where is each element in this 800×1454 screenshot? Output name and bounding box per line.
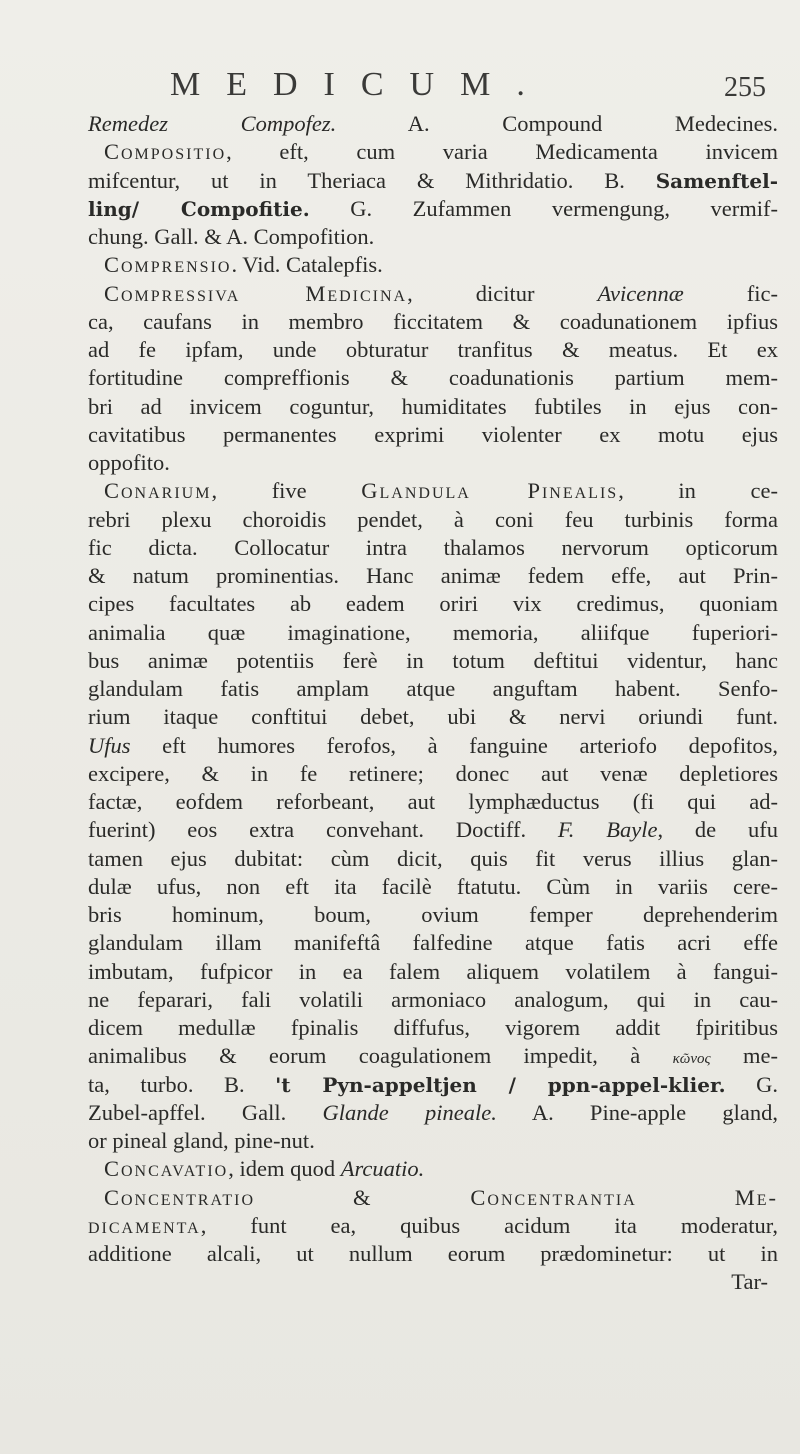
text-line: excipere, & in fe retinere; donec aut venæ depletiores (88, 760, 778, 786)
text-line: dulæ ufus, non eft ita facilè ftatutu. Cùm in variis cere- (88, 873, 778, 899)
text-line: ad fe ipfam, unde obturatur tranfitus & meatus. Et ex (88, 337, 778, 362)
headword: Compressiva Medicina (104, 280, 408, 306)
text-line: glandulam fatis amplam atque anguftam habent. Senfo- (88, 676, 778, 701)
headword: Concavatio (104, 1156, 229, 1182)
text-line: bus animæ potentiis ferè in totum deftitui videntur, hanc (88, 647, 778, 673)
text-line: factæ, eofdem reforbeant, aut lymphæductus (fi qui ad- (88, 789, 778, 814)
entry-conarium: Conarium, five Glandula Pinealis, in ce- (104, 478, 778, 504)
text-line: fuerint) eos extra convehant. Doctiff. F. Bayle, de ufu (88, 817, 778, 843)
text-line: additione alcali, ut nullum eorum prædominetur: ut in (88, 1241, 778, 1266)
text-line: imbutam, fufpicor in ea falem aliquem volatilem à fangui- (88, 958, 778, 984)
headword: Compositio (104, 139, 227, 165)
text-line: ling/ Compofitie. G. Zufammen vermengung, vermif- (88, 195, 779, 221)
entry-concavatio: Concavatio, idem quod Arcuatio. (104, 1156, 425, 1182)
entry-concentratio (88, 1184, 778, 1212)
text-line: Remedez Compofez. A. Compound Medecines. (88, 111, 778, 136)
text-line: bris hominum, boum, ovium femper deprehenderim (88, 902, 778, 927)
text-line: glandulam illam manifeftâ falfedine atque fatis acri effe (88, 930, 778, 956)
text-line: ne feparari, fali volatili armoniaco analogum, qui in cau- (88, 986, 778, 1012)
text-line: animalibus & eorum coagulationem impedit, à κῶνος me- (88, 1043, 778, 1069)
text-line: rebri plexu choroidis pendet, à coni feu turbinis forma (88, 506, 778, 532)
greek-word: κῶνος (672, 1051, 711, 1068)
text-line: dicamenta, funt ea, quibus acidum ita moderatur, (88, 1212, 778, 1238)
text-line: ca, caufans in membro ficcitatem & coadunationem ipfius (88, 308, 778, 334)
page-text (88, 110, 778, 1297)
headword: Conarium (104, 478, 212, 504)
text-line: ta, turbo. B. 't Pyn-appeltjen / ppn-appel-klier. G. (88, 1071, 778, 1097)
text-line: & natum prominentias. Hanc animæ fedem effe, aut Prin- (88, 563, 778, 588)
headword: Comprensio (104, 252, 232, 278)
text-line: fic dicta. Collocatur intra thalamos nervorum opticorum (88, 534, 778, 560)
text-line: cavitatibus permanentes exprimi violenter ex motu ejus (88, 421, 778, 447)
text-line: chung. Gall. & A. Compofition. (88, 224, 375, 249)
text-line: oppofito. (88, 450, 170, 475)
page-number: 255 (724, 72, 766, 103)
text-line: bri ad invicem coguntur, humiditates fubtiles in ejus con- (88, 393, 778, 419)
catchword: Tar- (731, 1269, 768, 1295)
text-line: Ufus eft humores ferofos, à fanguine arteriofo depofitos, (88, 732, 778, 758)
text-line: rium itaque conftitui debet, ubi & nervi oriundi funt. (88, 704, 778, 730)
headword: Concentratio & Concentrantia Me- (104, 1184, 778, 1210)
text-line: fortitudine compreffionis & coadunationis partium mem- (88, 365, 778, 391)
entry-comprensio: Comprensio. Vid. Catalepfis. (104, 252, 383, 278)
text-line: or pineal gland, pine-nut. (88, 1128, 315, 1153)
text-line: dicem medullæ fpinalis diffufus, vigorem addit fpiritibus (88, 1015, 778, 1040)
entry-compressiva: Compressiva Medicina, dicitur Avicennæ fic- (104, 280, 778, 306)
text-line: mifcentur, ut in Theriaca & Mithridatio. B. Samenftel- (88, 167, 778, 193)
running-head: MEDICUM. (170, 66, 551, 103)
text-line: tamen ejus dubitat: cùm dicit, quis fit verus illius glan- (88, 845, 778, 871)
entry-compositio: Compositio, eft, cum varia Medicamenta invicem (104, 139, 778, 165)
text-line: Zubel-apffel. Gall. Glande pineale. A. Pine-apple gland, (88, 1099, 779, 1125)
page-header (0, 66, 800, 106)
text-line: cipes facultates ab eadem oriri vix credimus, quoniam (88, 591, 778, 617)
text-line: animalia quæ imaginatione, memoria, aliifque fuperiori- (88, 619, 778, 645)
